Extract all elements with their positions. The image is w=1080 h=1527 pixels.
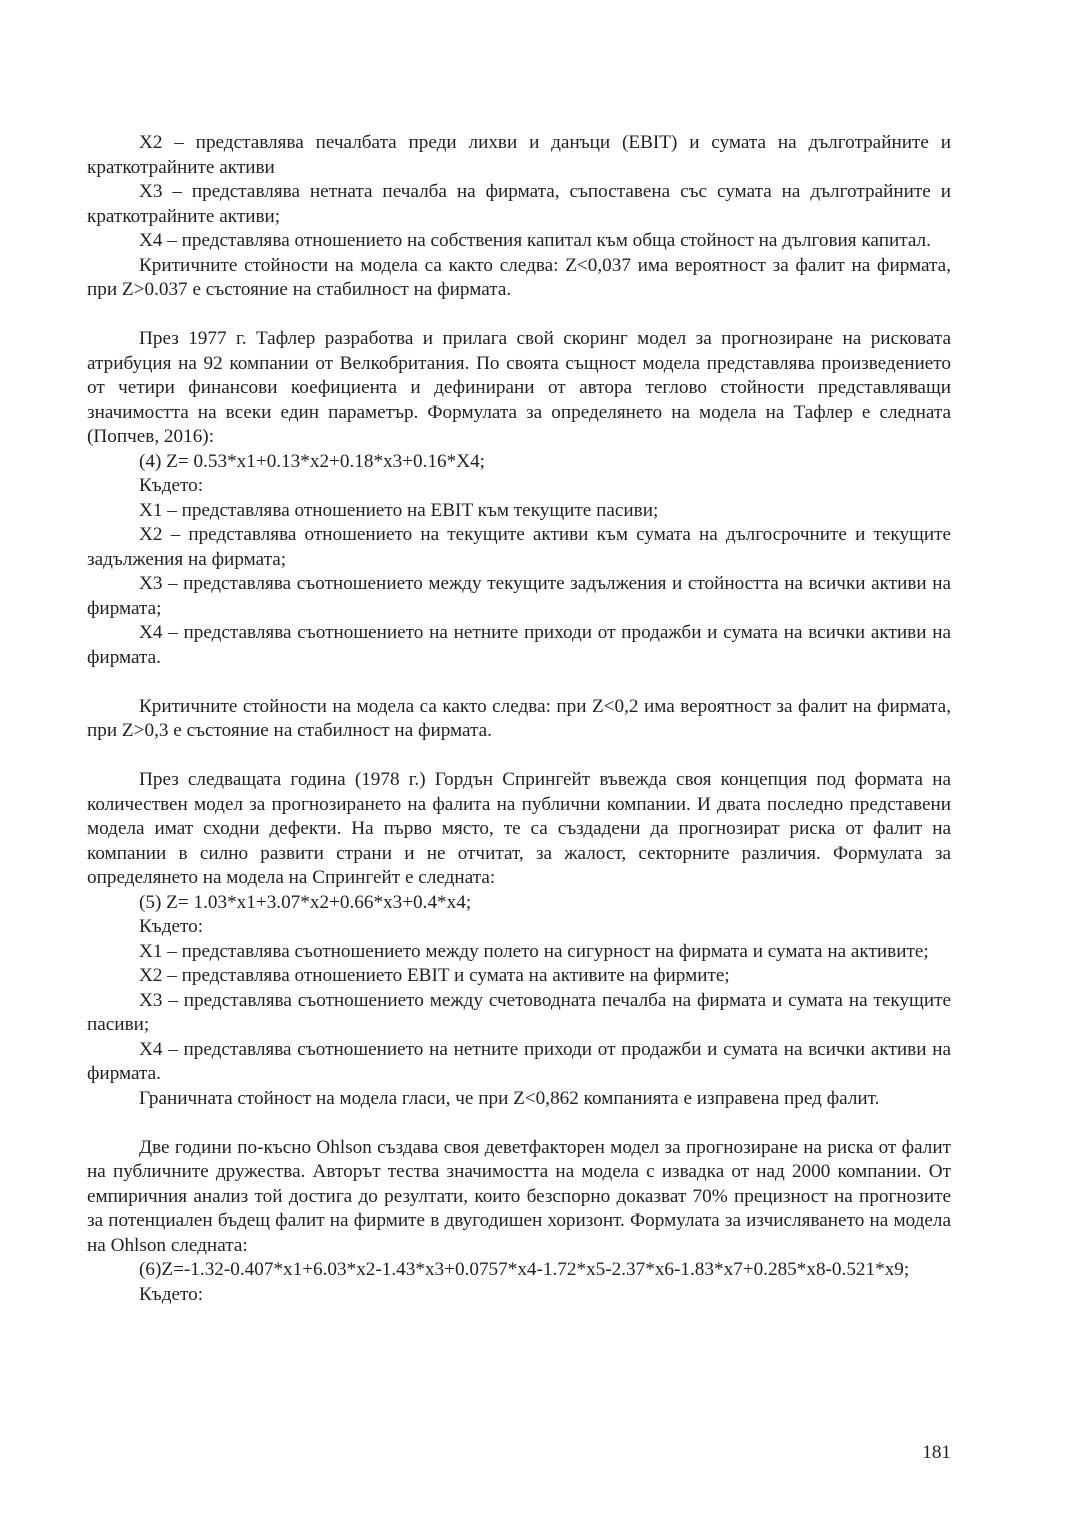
paragraph-critical-values-2: Критичните стойности на модела са както следва: при Z<0,2 има вероятност за фалит на фирмата, при Z>0,3 е състояние на стабилност на фирмата. (87, 695, 951, 741)
formula-taffler: (4) Z= 0.53*x1+0.13*x2+0.18*x3+0.16*X4; (139, 450, 486, 472)
paragraph-taffler-x1: X1 – представлява отношението на EBIT към текущите пасиви; (139, 499, 659, 521)
paragraph-gap (87, 303, 951, 328)
paragraph-x2-definition: X2 – представлява печалбата преди лихви и данъци (EBIT) и сумата на дълготрайните и краткотрайните активи (87, 132, 951, 178)
paragraph-springate-x4: X4 – представлява съотношението на нетните приходи от продажби и сумата на всички активи на фирмата. (87, 1038, 951, 1084)
paragraph-taffler-x4: X4 – представлява съотношението на нетните приходи от продажби и сумата на всички активи на фирмата. (87, 622, 951, 668)
where-label-3: Където: (139, 1283, 204, 1305)
page-number: 181 (922, 1442, 951, 1463)
paragraph-springate-intro: През следващата година (1978 г.) Гордън Спрингейт въвежда своя концепция под формата на количествен модел за прогнозирането на фалита на публични компании. И двата последно представени модела имат сходни дефекти. На първо място, те са създадени да прогнозират риска от фалит на компании в силно развити страни и не отчитат, за жалост, секторните различия. Формулата за определянето на модела на Спрингейт е следната: (87, 769, 951, 888)
paragraph-gap (87, 670, 951, 695)
paragraph-springate-x2: X2 – представлява отношението EBIT и сумата на активите на фирмите; (139, 965, 730, 986)
paragraph-springate-x1: X1 – представлява съотношението между полето на сигурност на фирмата и сумата на активите; (139, 940, 929, 962)
formula-springate: (5) Z= 1.03*x1+3.07*x2+0.66*x3+0.4*x4; (139, 891, 472, 913)
where-label-2: Където: (139, 916, 204, 937)
paragraph-x3-definition: X3 – представлява нетната печалба на фирмата, съпоставена със сумата на дълготрайните и краткотрайните активи; (87, 181, 951, 227)
paragraph-taffler-x3: X3 – представлява съотношението между текущите задължения и стойността на всички активи на фирмата; (87, 573, 951, 619)
formula-ohlson: (6)Z=-1.32-0.407*x1+6.03*x2-1.43*x3+0.0757*x4-1.72*x5-2.37*x6-1.83*x7+0.285*x8-0.521*x9; (139, 1259, 910, 1280)
paragraph-gap (87, 744, 951, 769)
paragraph-ohlson-intro: Две години по-късно Ohlson създава своя деветфакторен модел за прогнозиране на риска от фалит на публичните дружества. Авторът тества значимостта на модела с извадка от над 2000 компании. От емпиричния анализ той достига до резултати, които безспорно доказват 70% прецизност на прогнозите за потенциален бъдещ фалит на фирмите в двугодишен хоризонт. Формулата за изчисляването на модела на Ohlson следната: (87, 1136, 951, 1256)
paragraph-critical-values-1: Критичните стойности на модела са както следва: Z<0,037 има вероятност за фалит на фирмата, при Z>0.037 е състояние на стабилност на фирмата. (87, 254, 951, 300)
paragraph-gap (87, 1111, 951, 1136)
page-body (87, 131, 951, 1307)
where-label-1: Където: (139, 475, 204, 496)
paragraph-springate-x3: X3 – представлява съотношението между счетоводната печалба на фирмата и сумата на текущите пасиви; (87, 989, 951, 1035)
paragraph-taffler-x2: X2 – представлява отношението на текущите активи към сумата на дългосрочните и текущите задължения на фирмата; (87, 524, 951, 570)
text-block (87, 131, 951, 1307)
paragraph-taffler-intro: През 1977 г. Тафлер разработва и прилага свой скоринг модел за прогнозиране на рисковата атрибуция на 92 компании от Велкобритания. По своята същност модела представлява произведението от четири финансови коефициента и дефинирани от автора теглово стойности представляващи значимостта на всеки един параметър. Формулата за определянето на модела на Тафлер е следната (Попчев, 2016): (87, 328, 951, 447)
paragraph-threshold-value: Граничната стойност на модела гласи, че при Z<0,862 компанията е изправена пред фалит. (139, 1087, 880, 1109)
paragraph-x4-definition: X4 – представлява отношението на собствения капитал към обща стойност на дълговия капитал. (139, 230, 931, 251)
